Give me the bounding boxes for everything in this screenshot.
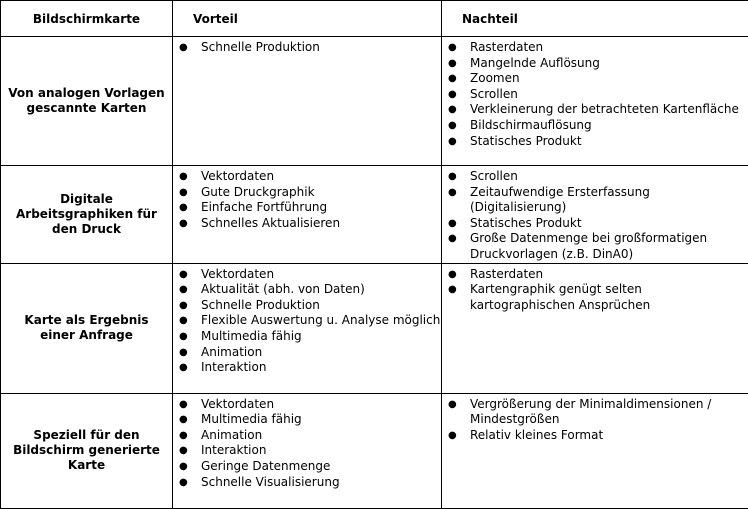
list-item <box>442 118 748 134</box>
list-item <box>442 56 748 72</box>
list-item <box>442 169 748 185</box>
bullet-icon: ● <box>448 40 457 56</box>
bullet-icon: ● <box>179 267 188 283</box>
list-item <box>173 40 441 56</box>
nachteil-list <box>442 40 748 149</box>
bullet-icon: ● <box>179 329 188 345</box>
list-item <box>173 267 441 283</box>
bullet-icon: ● <box>179 40 188 56</box>
list-item-text: Animation <box>201 428 262 442</box>
bullet-icon: ● <box>179 475 188 491</box>
list-item-text: Scrollen <box>470 169 518 183</box>
list-item-text: Gute Druckgraphik <box>201 185 315 199</box>
bullet-icon: ● <box>448 282 457 298</box>
vorteil-cell <box>173 263 442 393</box>
bullet-icon: ● <box>448 56 457 72</box>
list-item <box>173 216 441 232</box>
list-item-text: Statisches Produkt <box>470 216 582 230</box>
header-vorteil: Vorteil <box>173 1 442 37</box>
list-item <box>173 298 441 314</box>
list-item <box>173 313 441 329</box>
list-item-text: Schnelle Produktion <box>201 40 320 54</box>
nachteil-list <box>442 267 748 314</box>
list-item <box>442 87 748 103</box>
list-item-text: Multimedia fähig <box>201 329 302 343</box>
nachteil-list <box>442 169 748 263</box>
nachteil-cell <box>442 166 748 264</box>
vorteil-list <box>173 169 441 231</box>
list-item-text: Zoomen <box>470 71 520 85</box>
list-item-text: Vektordaten <box>201 169 274 183</box>
list-item <box>442 185 748 216</box>
list-item-text: Rasterdaten <box>470 40 543 54</box>
list-item <box>173 475 441 491</box>
table-row <box>1 166 748 264</box>
row-title: Von analogen Vorlagen gescannte Karten <box>1 37 173 166</box>
row-title: Karte als Ergebnis einer Anfrage <box>1 263 173 393</box>
bullet-icon: ● <box>448 428 457 444</box>
bullet-icon: ● <box>448 71 457 87</box>
bullet-icon: ● <box>179 185 188 201</box>
list-item <box>173 459 441 475</box>
list-item <box>173 360 441 376</box>
list-item <box>442 40 748 56</box>
list-item-text: Vektordaten <box>201 267 274 281</box>
list-item-text: Mangelnde Auflösung <box>470 56 600 70</box>
nachteil-list <box>442 397 748 444</box>
row-title: Digitale Arbeitsgraphiken für den Druck <box>1 166 173 264</box>
list-item <box>442 231 748 262</box>
bullet-icon: ● <box>179 443 188 459</box>
list-item-text: Vektordaten <box>201 397 274 411</box>
bullet-icon: ● <box>448 216 457 232</box>
bullet-icon: ● <box>448 118 457 134</box>
list-item-text: Rasterdaten <box>470 267 543 281</box>
list-item <box>173 412 441 428</box>
header-bildschirmkarte: Bildschirmkarte <box>1 1 173 37</box>
list-item-text: Bildschirmauflösung <box>470 118 592 132</box>
list-item <box>173 169 441 185</box>
bullet-icon: ● <box>179 360 188 376</box>
nachteil-cell <box>442 37 748 166</box>
bullet-icon: ● <box>448 267 457 283</box>
list-item-text: Aktualität (abh. von Daten) <box>201 282 365 296</box>
list-item-text: Schnelle Visualisierung <box>201 475 340 489</box>
list-item-text: Scrollen <box>470 87 518 101</box>
bullet-icon: ● <box>448 87 457 103</box>
list-item-text: Interaktion <box>201 360 266 374</box>
list-item-text: Schnelle Produktion <box>201 298 320 312</box>
list-item <box>442 71 748 87</box>
bullet-icon: ● <box>179 313 188 329</box>
bullet-icon: ● <box>448 102 457 118</box>
table-row <box>1 393 748 508</box>
list-item-text: Geringe Datenmenge <box>201 459 330 473</box>
bullet-icon: ● <box>179 345 188 361</box>
bullet-icon: ● <box>179 412 188 428</box>
list-item-text: Statisches Produkt <box>470 134 582 148</box>
header-row <box>1 1 748 37</box>
list-item-text: Flexible Auswertung u. Analyse möglich <box>201 313 440 327</box>
header-nachteil: Nachteil <box>442 1 748 37</box>
vorteil-list <box>173 397 441 491</box>
bullet-icon: ● <box>448 397 457 413</box>
list-item <box>442 267 748 283</box>
bullet-icon: ● <box>179 298 188 314</box>
list-item <box>442 282 748 313</box>
list-item-text: Interaktion <box>201 443 266 457</box>
table-row <box>1 37 748 166</box>
bullet-icon: ● <box>179 397 188 413</box>
list-item <box>173 185 441 201</box>
list-item <box>442 134 748 150</box>
bullet-icon: ● <box>179 200 188 216</box>
bullet-icon: ● <box>179 282 188 298</box>
list-item <box>173 443 441 459</box>
bullet-icon: ● <box>448 169 457 185</box>
vorteil-list <box>173 267 441 376</box>
list-item-text: Zeitaufwendige Ersterfassung (Digitalisierung) <box>470 185 650 215</box>
list-item-text: Relativ kleines Format <box>470 428 603 442</box>
bullet-icon: ● <box>448 134 457 150</box>
list-item <box>442 397 748 428</box>
bullet-icon: ● <box>179 428 188 444</box>
bullet-icon: ● <box>448 185 457 201</box>
list-item-text: Vergrößerung der Minimaldimensionen / Mindestgrößen <box>470 397 711 427</box>
list-item <box>442 102 748 118</box>
list-item <box>173 329 441 345</box>
list-item-text: Kartengraphik genügt selten kartographischen Ansprüchen <box>470 282 650 312</box>
bullet-icon: ● <box>179 459 188 475</box>
list-item <box>173 345 441 361</box>
list-item <box>442 428 748 444</box>
bullet-icon: ● <box>448 231 457 247</box>
list-item-text: Schnelles Aktualisieren <box>201 216 340 230</box>
row-title: Speziell für den Bildschirm generierte Karte <box>1 393 173 508</box>
list-item <box>173 200 441 216</box>
vorteil-list <box>173 40 441 56</box>
list-item-text: Große Datenmenge bei großformatigen Druckvorlagen (z.B. DinA0) <box>470 231 707 261</box>
bullet-icon: ● <box>179 169 188 185</box>
vorteil-cell <box>173 166 442 264</box>
list-item <box>173 397 441 413</box>
nachteil-cell <box>442 393 748 508</box>
vorteil-cell <box>173 37 442 166</box>
vorteil-cell <box>173 393 442 508</box>
table-row <box>1 263 748 393</box>
list-item-text: Verkleinerung der betrachteten Kartenfläche <box>470 102 739 116</box>
list-item-text: Animation <box>201 345 262 359</box>
list-item-text: Einfache Fortführung <box>201 200 327 214</box>
list-item <box>442 216 748 232</box>
list-item-text: Multimedia fähig <box>201 412 302 426</box>
bullet-icon: ● <box>179 216 188 232</box>
list-item <box>173 282 441 298</box>
nachteil-cell <box>442 263 748 393</box>
list-item <box>173 428 441 444</box>
